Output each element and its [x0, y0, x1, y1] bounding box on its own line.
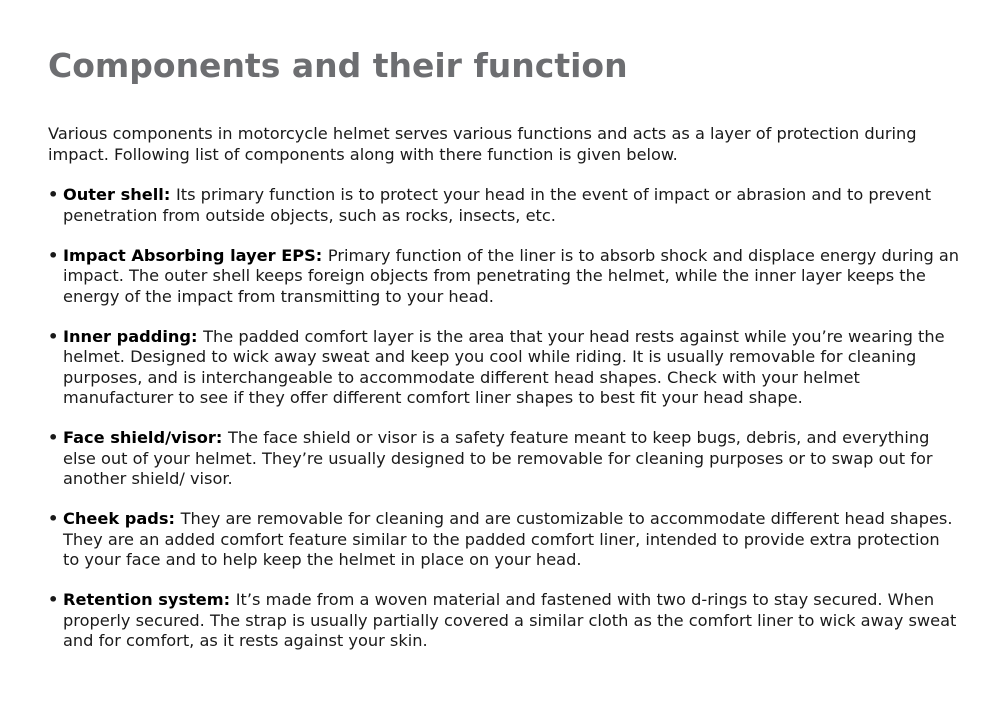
bullet-icon: • [48, 509, 59, 528]
bullet-icon: • [48, 590, 59, 609]
document-page [48, 44, 960, 671]
item-description: Primary function of the liner is to absorb shock and displace energy during an impact. The outer shell keeps foreign objects from penetrating the helmet, while the inner layer keeps the energy of the impact from transmitting to your head. [63, 245, 960, 306]
item-term: Inner padding: [63, 326, 204, 346]
item-term: Retention system: [63, 590, 236, 609]
list-item-outer-shell [48, 185, 960, 226]
bullet-icon: • [48, 428, 59, 447]
item-term: Face shield/visor: [63, 428, 228, 447]
item-description: The face shield or visor is a safety feature meant to keep bugs, debris, and everything else out of your helmet. They’re usually designed to be removable for cleaning purposes or to swap out for another shield/ visor. [63, 428, 933, 488]
item-term: Impact Absorbing layer EPS: [63, 245, 328, 265]
item-description: Its primary function is to protect your head in the event of impact or abrasion and to prevent penetration from outside objects, such as rocks, insects, etc. [63, 185, 932, 225]
list-item-impact-absorbing-layer [48, 246, 960, 308]
item-description: It’s made from a woven material and fastened with two d-rings to stay secured. When properly secured. The strap is usually partially covered a similar cloth as the comfort liner to wick away sweat and for comfort, as it rests against your skin. [63, 590, 957, 650]
intro-paragraph: Various components in motorcycle helmet serves various functions and acts as a layer of protection during impact. Following list of components along with there function is given below. [48, 124, 917, 164]
list-item-cheek-pads [48, 509, 960, 571]
bullet-icon: • [48, 185, 59, 204]
list-item-face-shield [48, 428, 960, 490]
components-list [48, 185, 960, 652]
list-item-retention-system [48, 590, 960, 652]
bullet-icon: • [48, 245, 59, 265]
item-term: Cheek pads: [63, 509, 181, 528]
list-item-inner-padding [48, 327, 960, 409]
page-title: Components and their function [48, 46, 628, 85]
item-term: Outer shell: [63, 185, 176, 204]
item-description: They are removable for cleaning and are customizable to accommodate different head shapes. They are an added comfort feature similar to the padded comfort liner, intended to provide extra protection to your face and to help keep the helmet in place on your head. [63, 509, 953, 569]
item-description: The padded comfort layer is the area that your head rests against while you’re wearing the helmet. Designed to wick away sweat and keep you cool while riding. It is usually removable for cleaning purposes, and is interchangeable to accommodate different head shapes. Check with your helmet manufacturer to see if they offer different comfort liner shapes to best fit your head shape. [63, 326, 945, 407]
bullet-icon: • [48, 326, 59, 346]
